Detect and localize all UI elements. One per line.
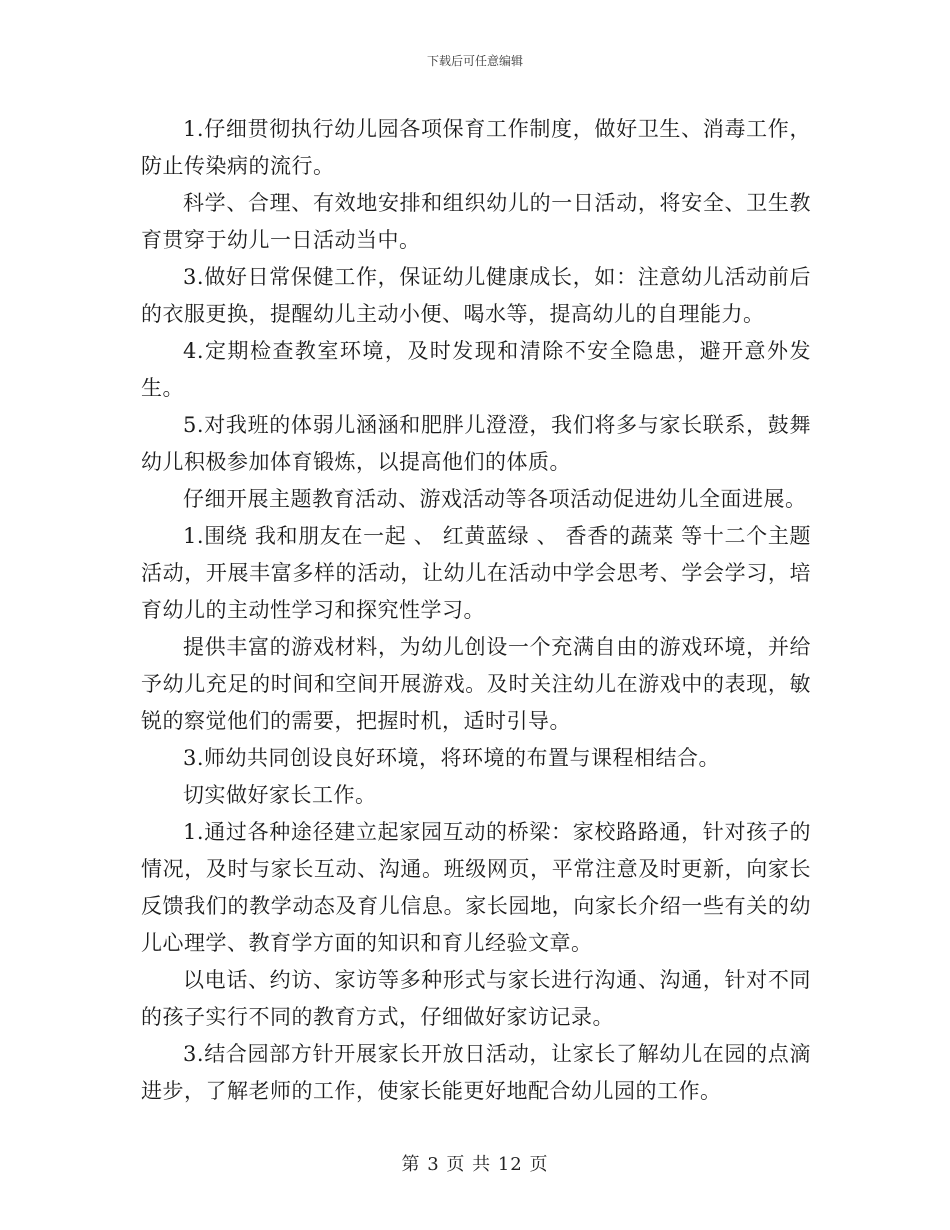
paragraph: 3.师幼共同创设良好环境，将环境的布置与课程相结合。: [183, 746, 721, 770]
paragraph: 4.定期检查教室环境，及时发现和清除不安全隐患，避开意外发生。: [141, 339, 811, 400]
paragraph: 科学、合理、有效地安排和组织幼儿的一日活动，将安全、卫生教育贯穿于幼儿一日活动当中。: [141, 191, 811, 252]
paragraph: 以电话、约访、家访等多种形式与家长进行沟通、沟通，针对不同的孩子实行不同的教育方式，仔细做好家访记录。: [141, 968, 811, 1029]
paragraph: 提供丰富的游戏材料，为幼儿创设一个充满自由的游戏环境，并给予幼儿充足的时间和空间开展游戏。及时关注幼儿在游戏中的表现，敏锐的察觉他们的需要，把握时机，适时引导。: [141, 635, 811, 733]
document-body: [141, 111, 811, 1110]
paragraph: 5.对我班的体弱儿涵涵和肥胖儿澄澄，我们将多与家长联系，鼓舞幼儿积极参加体育锻炼，以提高他们的体质。: [141, 413, 811, 474]
paragraph: 3.结合园部方针开展家长开放日活动，让家长了解幼儿在园的点滴进步，了解老师的工作，使家长能更好地配合幼儿园的工作。: [141, 1042, 811, 1103]
page-header: 下载后可任意编辑: [426, 54, 523, 68]
paragraph: 1.围绕 我和朋友在一起 、 红黄蓝绿 、 香香的蔬菜 等十二个主题活动，开展丰富多样的活动，让幼儿在活动中学会思考、学会学习，培育幼儿的主动性学习和探究性学习。: [141, 524, 811, 622]
paragraph: 仔细开展主题教育活动、游戏活动等各项活动促进幼儿全面进展。: [183, 487, 807, 511]
page-number: 第 3 页 共 12 页: [401, 1154, 549, 1175]
paragraph: 1.仔细贯彻执行幼儿园各项保育工作制度，做好卫生、消毒工作，防止传染病的流行。: [141, 117, 811, 178]
paragraph: 3.做好日常保健工作，保证幼儿健康成长，如：注意幼儿活动前后的衣服更换，提醒幼儿主动小便、喝水等，提高幼儿的自理能力。: [141, 265, 811, 326]
paragraph: 切实做好家长工作。: [183, 783, 377, 807]
paragraph: 1.通过各种途径建立起家园互动的桥梁：家校路路通，针对孩子的情况，及时与家长互动、沟通。班级网页，平常注意及时更新，向家长反馈我们的教学动态及育儿信息。家长园地，向家长介绍一些有关的幼儿心理学、教育学方面的知识和育儿经验文章。: [141, 820, 811, 955]
